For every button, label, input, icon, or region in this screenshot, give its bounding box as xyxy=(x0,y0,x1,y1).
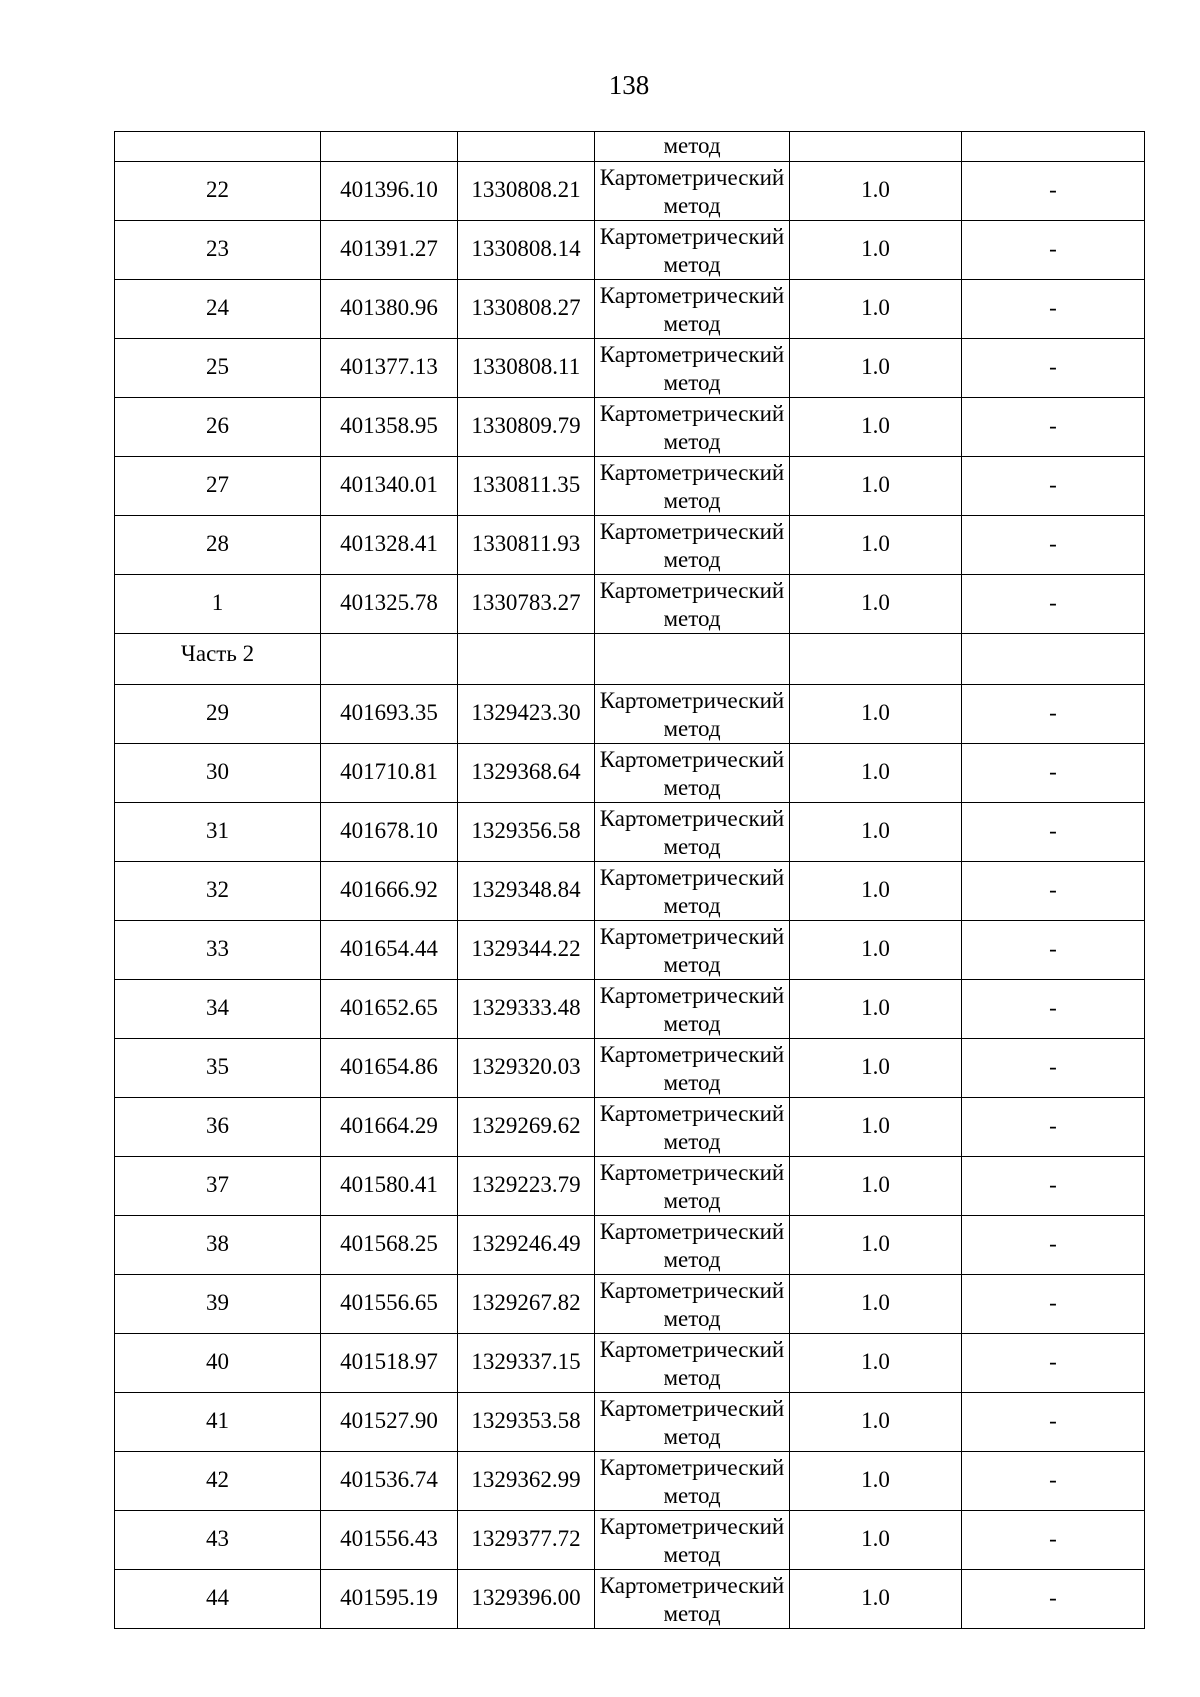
table-row xyxy=(115,221,1145,280)
cell-note: - xyxy=(962,221,1145,280)
cell-method xyxy=(595,980,790,1039)
empty-cell xyxy=(458,634,595,685)
cell-note: - xyxy=(962,803,1145,862)
method-line2: метод xyxy=(663,775,721,800)
method-line2: метод xyxy=(663,311,721,336)
cell-point: 39 xyxy=(115,1275,321,1334)
cell-method xyxy=(595,862,790,921)
method-line1: Картометрический xyxy=(599,342,785,367)
method-line2: метод xyxy=(663,193,721,218)
cell-point: 34 xyxy=(115,980,321,1039)
section-label: Часть 2 xyxy=(115,634,321,685)
table-row xyxy=(115,398,1145,457)
method-line1: Картометрический xyxy=(599,1160,785,1185)
cell-point: 32 xyxy=(115,862,321,921)
method-line2: метод xyxy=(663,1070,721,1095)
method-line1: Картометрический xyxy=(599,1455,785,1480)
cell-point: 1 xyxy=(115,575,321,634)
cell-accuracy: 1.0 xyxy=(790,280,962,339)
cell-x: 401568.25 xyxy=(321,1216,458,1275)
section-row xyxy=(115,634,1145,685)
cell-accuracy: 1.0 xyxy=(790,803,962,862)
cell-x: 401396.10 xyxy=(321,162,458,221)
cell-y: 1330811.35 xyxy=(458,457,595,516)
cell-note: - xyxy=(962,162,1145,221)
table-row xyxy=(115,803,1145,862)
cell-x: 401654.86 xyxy=(321,1039,458,1098)
cell-method xyxy=(595,1039,790,1098)
cell-y: 1330808.11 xyxy=(458,339,595,398)
cell-point xyxy=(115,132,321,162)
cell-accuracy: 1.0 xyxy=(790,1334,962,1393)
cell-note: - xyxy=(962,980,1145,1039)
method-line1: Картометрический xyxy=(599,165,785,190)
cell-method xyxy=(595,1157,790,1216)
cell-y: 1329223.79 xyxy=(458,1157,595,1216)
cell-point: 25 xyxy=(115,339,321,398)
cell-point: 35 xyxy=(115,1039,321,1098)
method-line2: метод xyxy=(663,1011,721,1036)
method-line1: Картометрический xyxy=(599,1219,785,1244)
method-line1: Картометрический xyxy=(599,806,785,831)
cell-note: - xyxy=(962,575,1145,634)
table-row xyxy=(115,1098,1145,1157)
empty-cell xyxy=(321,634,458,685)
cell-method xyxy=(595,1393,790,1452)
cell-point: 31 xyxy=(115,803,321,862)
cell-method xyxy=(595,457,790,516)
method-line2: метод xyxy=(663,488,721,513)
cell-method xyxy=(595,516,790,575)
cell-y: 1329320.03 xyxy=(458,1039,595,1098)
cell-accuracy: 1.0 xyxy=(790,1275,962,1334)
table-row xyxy=(115,921,1145,980)
table-row xyxy=(115,280,1145,339)
cell-y: 1329348.84 xyxy=(458,862,595,921)
cell-y: 1329269.62 xyxy=(458,1098,595,1157)
cell-accuracy: 1.0 xyxy=(790,744,962,803)
cell-y: 1329396.00 xyxy=(458,1570,595,1629)
method-line2: метод xyxy=(663,429,721,454)
table-row xyxy=(115,1216,1145,1275)
cell-accuracy: 1.0 xyxy=(790,1216,962,1275)
method-line1: Картометрический xyxy=(599,578,785,603)
table-row xyxy=(115,1157,1145,1216)
cell-point: 41 xyxy=(115,1393,321,1452)
method-line2: метод xyxy=(663,1601,721,1626)
table-row xyxy=(115,1393,1145,1452)
cell-note: - xyxy=(962,398,1145,457)
table-row xyxy=(115,685,1145,744)
cell-y: 1330783.27 xyxy=(458,575,595,634)
cell-note xyxy=(962,132,1145,162)
cell-point: 30 xyxy=(115,744,321,803)
cell-note: - xyxy=(962,1216,1145,1275)
cell-note: - xyxy=(962,516,1145,575)
cell-x: 401340.01 xyxy=(321,457,458,516)
cell-point: 36 xyxy=(115,1098,321,1157)
cell-point: 23 xyxy=(115,221,321,280)
cell-method xyxy=(595,575,790,634)
method-line1: Картометрический xyxy=(599,401,785,426)
cell-accuracy: 1.0 xyxy=(790,1570,962,1629)
cell-point: 33 xyxy=(115,921,321,980)
cell-accuracy: 1.0 xyxy=(790,1157,962,1216)
method-line2: метод xyxy=(663,893,721,918)
cell-method xyxy=(595,221,790,280)
table-row xyxy=(115,162,1145,221)
cell-point: 24 xyxy=(115,280,321,339)
cell-note: - xyxy=(962,1039,1145,1098)
method-line1: Картометрический xyxy=(599,1042,785,1067)
method-line1: Картометрический xyxy=(599,283,785,308)
cell-note: - xyxy=(962,339,1145,398)
cell-y: 1329423.30 xyxy=(458,685,595,744)
empty-cell xyxy=(790,634,962,685)
table-row xyxy=(115,1275,1145,1334)
cell-x: 401652.65 xyxy=(321,980,458,1039)
method-line2: метод xyxy=(663,1188,721,1213)
method-line1: Картометрический xyxy=(599,688,785,713)
cell-note: - xyxy=(962,1275,1145,1334)
method-line1: Картометрический xyxy=(599,224,785,249)
cell-x xyxy=(321,132,458,162)
cell-point: 22 xyxy=(115,162,321,221)
cell-y: 1329344.22 xyxy=(458,921,595,980)
table-row xyxy=(115,1570,1145,1629)
cell-accuracy: 1.0 xyxy=(790,398,962,457)
cell-point: 26 xyxy=(115,398,321,457)
cell-x: 401580.41 xyxy=(321,1157,458,1216)
cell-y xyxy=(458,132,595,162)
cell-x: 401678.10 xyxy=(321,803,458,862)
cell-x: 401391.27 xyxy=(321,221,458,280)
cell-accuracy xyxy=(790,132,962,162)
table-row xyxy=(115,339,1145,398)
table-row xyxy=(115,1511,1145,1570)
empty-cell xyxy=(962,634,1145,685)
cell-y: 1329337.15 xyxy=(458,1334,595,1393)
cell-note: - xyxy=(962,457,1145,516)
method-line2: метод xyxy=(663,1306,721,1331)
cell-y: 1329246.49 xyxy=(458,1216,595,1275)
table-row xyxy=(115,516,1145,575)
method-line2: метод xyxy=(663,1247,721,1272)
table-row xyxy=(115,1334,1145,1393)
table-row xyxy=(115,980,1145,1039)
cell-point: 27 xyxy=(115,457,321,516)
cell-accuracy: 1.0 xyxy=(790,1098,962,1157)
cell-accuracy: 1.0 xyxy=(790,1511,962,1570)
cell-note: - xyxy=(962,1098,1145,1157)
cell-accuracy: 1.0 xyxy=(790,685,962,744)
method-line1: Картометрический xyxy=(599,1514,785,1539)
method-line1: Картометрический xyxy=(599,1573,785,1598)
cell-note: - xyxy=(962,1511,1145,1570)
cell-point: 37 xyxy=(115,1157,321,1216)
cell-method xyxy=(595,1334,790,1393)
cell-x: 401664.29 xyxy=(321,1098,458,1157)
cell-accuracy: 1.0 xyxy=(790,1452,962,1511)
cell-y: 1329356.58 xyxy=(458,803,595,862)
cell-point: 44 xyxy=(115,1570,321,1629)
cell-note: - xyxy=(962,685,1145,744)
method-line1: Картометрический xyxy=(599,924,785,949)
method-line2: метод xyxy=(663,716,721,741)
cell-method xyxy=(595,1511,790,1570)
cell-point: 28 xyxy=(115,516,321,575)
method-line2: метод xyxy=(663,252,721,277)
cell-x: 401556.43 xyxy=(321,1511,458,1570)
method-line2: метод xyxy=(663,606,721,631)
cell-x: 401380.96 xyxy=(321,280,458,339)
cell-accuracy: 1.0 xyxy=(790,339,962,398)
cell-point: 42 xyxy=(115,1452,321,1511)
method-line2: метод xyxy=(663,370,721,395)
method-line1: Картометрический xyxy=(599,1337,785,1362)
table-row xyxy=(115,862,1145,921)
cell-y: 1329377.72 xyxy=(458,1511,595,1570)
method-line1: Картометрический xyxy=(599,983,785,1008)
cell-method: метод xyxy=(595,132,790,162)
method-line1: Картометрический xyxy=(599,747,785,772)
cell-note: - xyxy=(962,1157,1145,1216)
cell-x: 401556.65 xyxy=(321,1275,458,1334)
coordinates-table-body xyxy=(115,132,1145,1629)
cell-accuracy: 1.0 xyxy=(790,457,962,516)
cell-method xyxy=(595,1216,790,1275)
cell-method xyxy=(595,803,790,862)
cell-accuracy: 1.0 xyxy=(790,1039,962,1098)
method-line1: Картометрический xyxy=(599,1396,785,1421)
cell-method xyxy=(595,339,790,398)
method-line2: метод xyxy=(663,1129,721,1154)
cell-method xyxy=(595,1570,790,1629)
method-line2: метод xyxy=(663,1483,721,1508)
cell-method xyxy=(595,280,790,339)
page-number: 138 xyxy=(608,70,650,100)
method-line1: Картометрический xyxy=(599,460,785,485)
cell-method xyxy=(595,744,790,803)
method-line1: Картометрический xyxy=(599,865,785,890)
cell-point: 29 xyxy=(115,685,321,744)
cell-note: - xyxy=(962,744,1145,803)
cell-y: 1329353.58 xyxy=(458,1393,595,1452)
cell-x: 401666.92 xyxy=(321,862,458,921)
cell-x: 401693.35 xyxy=(321,685,458,744)
cell-x: 401654.44 xyxy=(321,921,458,980)
table-row xyxy=(115,575,1145,634)
cell-accuracy: 1.0 xyxy=(790,921,962,980)
cell-y: 1330809.79 xyxy=(458,398,595,457)
cell-accuracy: 1.0 xyxy=(790,221,962,280)
cell-y: 1330808.27 xyxy=(458,280,595,339)
cell-y: 1330808.21 xyxy=(458,162,595,221)
cell-method xyxy=(595,685,790,744)
method-line2: метод xyxy=(663,1542,721,1567)
cell-x: 401377.13 xyxy=(321,339,458,398)
method-line1: Картометрический xyxy=(599,1101,785,1126)
cell-accuracy: 1.0 xyxy=(790,1393,962,1452)
cell-note: - xyxy=(962,921,1145,980)
empty-cell xyxy=(595,634,790,685)
cell-y: 1329368.64 xyxy=(458,744,595,803)
table-row xyxy=(115,457,1145,516)
cell-x: 401595.19 xyxy=(321,1570,458,1629)
cell-x: 401710.81 xyxy=(321,744,458,803)
cell-note: - xyxy=(962,280,1145,339)
cell-x: 401358.95 xyxy=(321,398,458,457)
method-line2: метод xyxy=(663,1365,721,1390)
cell-method xyxy=(595,162,790,221)
cell-x: 401328.41 xyxy=(321,516,458,575)
cell-point: 43 xyxy=(115,1511,321,1570)
cell-y: 1329362.99 xyxy=(458,1452,595,1511)
cell-accuracy: 1.0 xyxy=(790,980,962,1039)
cell-x: 401527.90 xyxy=(321,1393,458,1452)
cell-accuracy: 1.0 xyxy=(790,575,962,634)
cell-note: - xyxy=(962,1452,1145,1511)
table-row xyxy=(115,1452,1145,1511)
cell-x: 401518.97 xyxy=(321,1334,458,1393)
cell-y: 1329267.82 xyxy=(458,1275,595,1334)
method-line1: Картометрический xyxy=(599,519,785,544)
method-line2: метод xyxy=(663,1424,721,1449)
method-line2: метод xyxy=(663,547,721,572)
cell-note: - xyxy=(962,862,1145,921)
cell-method xyxy=(595,398,790,457)
cell-accuracy: 1.0 xyxy=(790,862,962,921)
cell-method xyxy=(595,921,790,980)
method-line1: Картометрический xyxy=(599,1278,785,1303)
cell-y: 1329333.48 xyxy=(458,980,595,1039)
cell-point: 38 xyxy=(115,1216,321,1275)
cell-accuracy: 1.0 xyxy=(790,162,962,221)
cell-y: 1330811.93 xyxy=(458,516,595,575)
method-line2: метод xyxy=(663,952,721,977)
cell-accuracy: 1.0 xyxy=(790,516,962,575)
coordinates-table xyxy=(114,131,1145,1629)
cell-note: - xyxy=(962,1393,1145,1452)
table-row xyxy=(115,744,1145,803)
cell-method xyxy=(595,1098,790,1157)
continuation-row xyxy=(115,132,1145,162)
cell-note: - xyxy=(962,1334,1145,1393)
cell-method xyxy=(595,1275,790,1334)
cell-x: 401325.78 xyxy=(321,575,458,634)
cell-note: - xyxy=(962,1570,1145,1629)
cell-point: 40 xyxy=(115,1334,321,1393)
cell-x: 401536.74 xyxy=(321,1452,458,1511)
method-line2: метод xyxy=(663,834,721,859)
cell-method xyxy=(595,1452,790,1511)
cell-y: 1330808.14 xyxy=(458,221,595,280)
table-row xyxy=(115,1039,1145,1098)
